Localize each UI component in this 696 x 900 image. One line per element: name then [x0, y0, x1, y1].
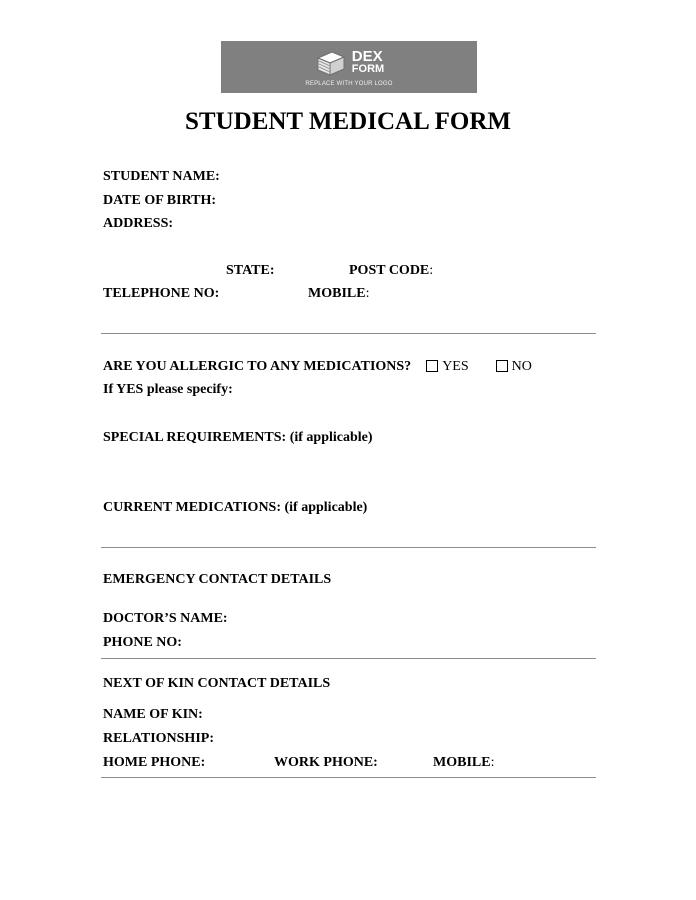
- current-medications-label: CURRENT MEDICATIONS: (if applicable): [103, 500, 368, 515]
- post-code-label: POST CODE: [349, 263, 430, 278]
- logo-content: [305, 48, 392, 87]
- kin-mobile-label: MOBILE: [433, 755, 491, 770]
- post-code-field: [349, 263, 433, 279]
- logo-wordmark: [351, 47, 385, 76]
- divider: [101, 777, 596, 778]
- work-phone-label: WORK PHONE:: [274, 755, 378, 770]
- no-checkbox[interactable]: [496, 360, 508, 372]
- mobile-label: MOBILE: [308, 286, 366, 301]
- stacked-papers-icon: [314, 48, 348, 78]
- state-label: STATE:: [226, 263, 275, 278]
- emergency-heading: EMERGENCY CONTACT DETAILS: [103, 572, 332, 587]
- kin-mobile-colon: :: [490, 755, 495, 770]
- allergy-question: ARE YOU ALLERGIC TO ANY MEDICATIONS?: [103, 359, 412, 374]
- yes-label: YES: [442, 359, 469, 374]
- phone-no-label: PHONE NO:: [103, 635, 182, 650]
- mobile-colon: :: [365, 286, 370, 301]
- special-requirements-label: SPECIAL REQUIREMENTS: (if applicable): [103, 430, 373, 445]
- post-code-colon: :: [429, 263, 434, 278]
- relationship-label: RELATIONSHIP:: [103, 731, 214, 746]
- no-label: NO: [511, 359, 532, 374]
- kin-mobile-field: [433, 755, 494, 771]
- home-phone-label: HOME PHONE:: [103, 755, 206, 770]
- logo-top-row: [314, 48, 384, 78]
- allergy-question-row: [103, 359, 532, 375]
- telephone-label: TELEPHONE NO:: [103, 286, 220, 301]
- kin-name-label: NAME OF KIN:: [103, 707, 203, 722]
- divider: [101, 547, 596, 548]
- page-title: STUDENT MEDICAL FORM: [185, 108, 511, 135]
- logo-tagline: REPLACE WITH YOUR LOGO: [305, 80, 393, 87]
- mobile-field: [308, 286, 369, 302]
- address-label: ADDRESS:: [103, 216, 174, 231]
- logo-line1: DEX: [351, 47, 383, 65]
- doctor-name-label: DOCTOR’S NAME:: [103, 611, 228, 626]
- divider: [101, 333, 596, 334]
- yes-checkbox[interactable]: [426, 360, 438, 372]
- logo-placeholder: [221, 41, 477, 93]
- allergy-specify-label: If YES please specify:: [103, 382, 233, 397]
- logo-line2: FORM: [351, 62, 385, 75]
- date-of-birth-label: DATE OF BIRTH:: [103, 193, 217, 208]
- student-name-label: STUDENT NAME:: [103, 169, 220, 184]
- next-of-kin-heading: NEXT OF KIN CONTACT DETAILS: [103, 676, 331, 691]
- divider: [101, 658, 596, 659]
